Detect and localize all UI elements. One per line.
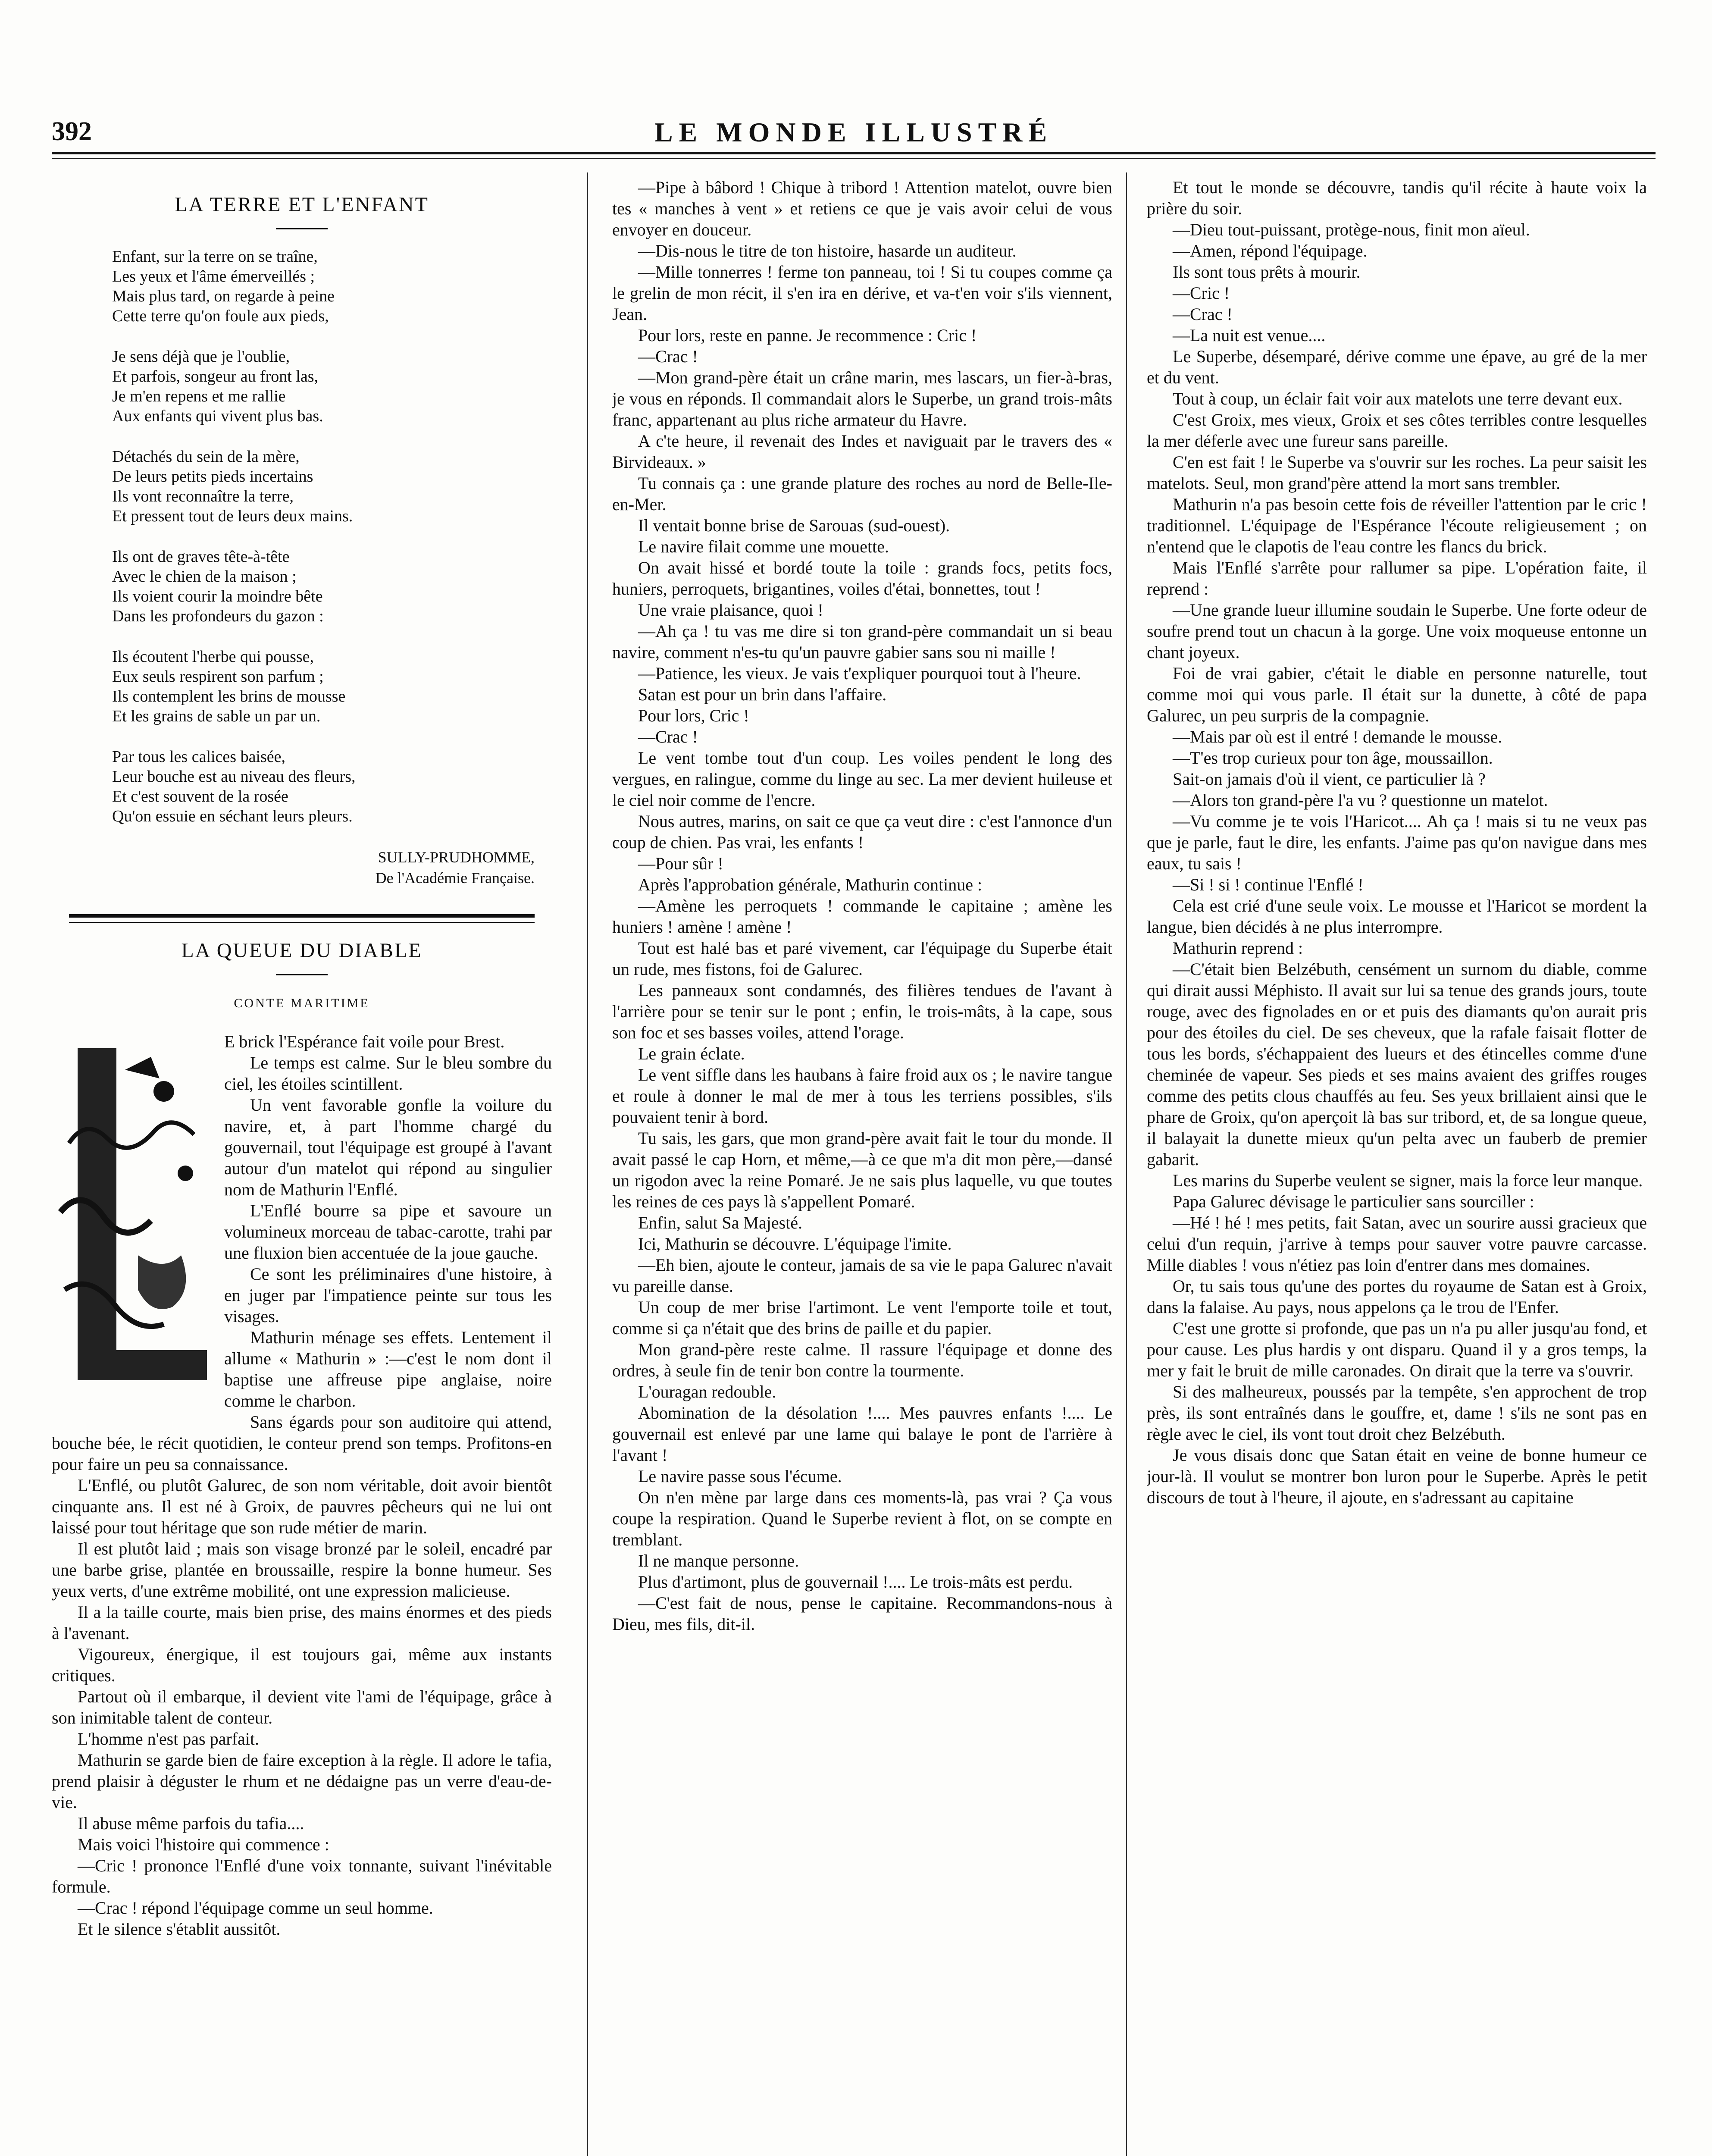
poem-line: Et pressent tout de leurs deux mains.	[112, 507, 353, 525]
poem-line: Ils écoutent l'herbe qui pousse,	[112, 648, 314, 666]
tale-paragraph: Enfin, salut Sa Majesté.	[638, 1213, 803, 1232]
poem-title: LA TERRE ET L'ENFANT	[175, 193, 429, 216]
poem-affiliation: De l'Académie Française.	[375, 869, 535, 887]
tale-paragraph: Mais voici l'histoire qui commence :	[78, 1835, 329, 1854]
tale-paragraph: C'est une grotte si profonde, que pas un n'a pu aller jusqu'au fond, et pour cause. Les plus hardis y ont disparu. Quand il y a gros temps, la mer y fait le bruit de mille caronades. On dirait que la terre va s'ouvrir.	[1147, 1319, 1647, 1380]
title-rule	[276, 974, 328, 975]
tale-paragraph: Le navire passe sous l'écume.	[638, 1467, 842, 1486]
poem-line: Enfant, sur la terre on se traîne,	[112, 248, 318, 266]
poem-line: De leurs petits pieds incertains	[112, 467, 313, 486]
tale-paragraph: Je vous disais donc que Satan était en veine de bonne humeur ce jour-là. Il voulut se montrer bon luron pour le Superbe. Après le petit discours de tout à l'heure, il ajoute, en s'adressant au capitaine	[1147, 1445, 1647, 1507]
tale-paragraph: —Amène les perroquets ! commande le capitaine ; amène les huniers ! amène ! amène !	[612, 896, 1112, 937]
tale-paragraph: —Eh bien, ajoute le conteur, jamais de sa vie le papa Galurec n'avait vu pareille danse.	[612, 1255, 1112, 1296]
poem-line: Dans les profondeurs du gazon :	[112, 607, 324, 625]
poem-line: Ils voient courir la moindre bête	[112, 587, 323, 605]
tale-paragraph: C'en est fait ! le Superbe va s'ouvrir sur les roches. La peur saisit les matelots. Seul, mon grand'père attend la mort sans trembler.	[1147, 452, 1647, 493]
tale-paragraph: Un vent favorable gonfle la voilure du navire, et, à part l'homme chargé du gouvernail, tout l'équipage est groupé à l'avant autour d'un matelot qui répond au singulier nom de Mathurin l'Enflé.	[224, 1095, 552, 1199]
poem-line: Aux enfants qui vivent plus bas.	[112, 407, 323, 425]
tale-paragraph: —Dieu tout-puissant, protège-nous, finit mon aïeul.	[1173, 220, 1530, 239]
tale-paragraph: Il est plutôt laid ; mais son visage bronzé par le soleil, encadré par une barbe grise, plantée en broussaille, respire la bonne humeur. Ses yeux verts, d'une extrême mobilité, ont une expression malicieuse.	[52, 1539, 552, 1601]
poem-body	[112, 247, 535, 826]
tale-paragraph: —Pipe à bâbord ! Chique à tribord ! Attention matelot, ouvre bien tes « manches à vent » et retiens ce que je vais avoir celui de vous envoyer en douceur.	[612, 178, 1112, 239]
poem-line: Les yeux et l'âme émerveillés ;	[112, 267, 315, 285]
tale-paragraph: —Hé ! hé ! mes petits, fait Satan, avec un sourire aussi gracieux que celui d'un requin, j'arrive à temps pour sauver votre pauvre carcasse. Mille diables ! vous n'étiez pas loin d'entrer dans mes domaines.	[1147, 1213, 1647, 1275]
tale-paragraph: —Amen, répond l'équipage.	[1173, 241, 1368, 260]
poem-line: Et c'est souvent de la rosée	[112, 787, 288, 805]
tale-paragraph: Il abuse même parfois du tafia....	[78, 1814, 304, 1833]
tale-paragraph: —Cric ! prononce l'Enflé d'une voix tonnante, suivant l'inévitable formule.	[52, 1856, 552, 1896]
tale-paragraph: Plus d'artimont, plus de gouvernail !.... Le trois-mâts est perdu.	[638, 1572, 1073, 1592]
masthead-title: LE MONDE ILLUSTRÉ	[654, 117, 1053, 147]
poem-line: Et parfois, songeur au front las,	[112, 367, 319, 385]
tale-paragraph: —La nuit est venue....	[1173, 326, 1326, 345]
tale-paragraph: Partout où il embarque, il devient vite l'ami de l'équipage, grâce à son inimitable talent de conteur.	[52, 1687, 552, 1727]
column-2	[612, 177, 1112, 2156]
tale-paragraph: E brick l'Espérance fait voile pour Brest.	[224, 1032, 505, 1051]
poem-line: Qu'on essuie en séchant leurs pleurs.	[112, 807, 353, 825]
tale-paragraph: Et tout le monde se découvre, tandis qu'il récite à haute voix la prière du soir.	[1147, 178, 1647, 218]
tale-paragraph: C'est Groix, mes vieux, Groix et ses côtes terribles contre lesquelles la mer déferle avec une fureur sans pareille.	[1147, 410, 1647, 451]
poem-signature	[52, 847, 535, 888]
header-rule	[52, 152, 1656, 154]
tale-paragraph: Mon grand-père reste calme. Il rassure l'équipage et donne des ordres, à seule fin de tenir bon contre la tourmente.	[612, 1340, 1112, 1380]
tale-paragraph: Cela est crié d'une seule voix. Le mousse et l'Haricot se mordent la langue, bien décidés à ne plus interrompre.	[1147, 896, 1647, 937]
poem-line: Détachés du sein de la mère,	[112, 448, 300, 466]
tale-paragraph: Vigoureux, énergique, il est toujours gai, même aux instants critiques.	[52, 1645, 552, 1685]
tale-paragraph: Ils sont tous prêts à mourir.	[1173, 262, 1361, 282]
tale-paragraph: Une vraie plaisance, quoi !	[638, 600, 823, 620]
poem-line: Par tous les calices baisée,	[112, 748, 286, 766]
tale-paragraph: L'ouragan redouble.	[638, 1382, 776, 1401]
tale-paragraph: Tu sais, les gars, que mon grand-père avait fait le tour du monde. Il avait passé le cap Horn, et même,—à ce que m'a dit mon père,—dansé un rigodon avec la reine Pomaré. Je ne sais plus laquelle, vu que toutes les reines de ces pays là s'appellent Pomaré.	[612, 1128, 1112, 1211]
tale-paragraph: Il ventait bonne brise de Sarouas (sud-ouest).	[638, 516, 950, 535]
tale-paragraph: Mais l'Enflé s'arrête pour rallumer sa pipe. L'opération faite, il reprend :	[1147, 558, 1647, 599]
tale-paragraph: —Patience, les vieux. Je vais t'expliquer pourquoi tout à l'heure.	[638, 664, 1081, 683]
tale-paragraph: Mathurin n'a pas besoin cette fois de réveiller l'attention par le cric ! traditionnel. L'équipage de l'Espérance l'écoute religieusement ; on n'entend que le clapotis de l'eau contre les flancs du brick.	[1147, 495, 1647, 556]
tale-paragraph: Les marins du Superbe veulent se signer, mais la force leur manque.	[1173, 1171, 1643, 1190]
poem-stanza	[112, 447, 535, 526]
column-3	[1147, 177, 1647, 2156]
tale-paragraph: Ce sont les préliminaires d'une histoire, à en juger par l'impatience peinte sur tous les visages.	[224, 1264, 552, 1326]
tale-paragraph: Sans égards pour son auditoire qui attend, bouche bée, le récit quotidien, le conteur prend son temps. Profitons-en pour faire un peu sa connaissance.	[52, 1412, 552, 1474]
header-rule-thin	[52, 158, 1656, 159]
poem-author: SULLY-PRUDHOMME,	[378, 849, 535, 866]
column-1	[52, 177, 552, 2156]
tale-paragraph: Pour lors, reste en panne. Je recommence : Cric !	[638, 326, 977, 345]
tale-paragraph: Satan est pour un brin dans l'affaire.	[638, 685, 887, 704]
tale-paragraph: —Dis-nous le titre de ton histoire, hasarde un auditeur.	[638, 241, 1017, 260]
tale-paragraph: Un coup de mer brise l'artimont. Le vent l'emporte toile et tout, comme si ça n'était que des brins de paille et du papier.	[612, 1297, 1112, 1338]
poem-stanza	[112, 347, 535, 426]
tale-paragraph: —C'était bien Belzébuth, censément un surnom du diable, comme qui dirait aussi Méphisto. Il avait sur lui sa tenue des grands jours, toute rouge, avec des fignolades en or et puis des diamants qu'on aurait pris pour des étoiles du ciel. De ses cheveux, que la rafale faisait flotter de tous les bords, s'échappaient des lueurs et des étincelles comme d'une cheminée de vapeur. Ses pieds et ses mains avaient des griffes rouges comme des petits clous chauffés au feu. Ses yeux brillaient ainsi que le phare de Groix, qu'on aperçoit là bas sur tribord, et, de sa longue queue, il balayait la dunette mieux qu'un pelta avec un fauberb de premier gabarit.	[1147, 959, 1647, 1169]
poem-line: Cette terre qu'on foule aux pieds,	[112, 307, 329, 325]
poem-line: Leur bouche est au niveau des fleurs,	[112, 768, 356, 786]
tale-paragraph: Le vent tombe tout d'un coup. Les voiles pendent le long des vergues, en ralingue, comme du linge au sec. La mer devient huileuse et le ciel noir comme de l'encre.	[612, 748, 1112, 810]
poem-line: Et les grains de sable un par un.	[112, 707, 321, 725]
title-rule	[276, 228, 328, 229]
tale-paragraph: Pour lors, Cric !	[638, 706, 749, 725]
tale-paragraph: Papa Galurec dévisage le particulier sans sourciller :	[1173, 1192, 1534, 1211]
poem-stanza	[112, 647, 535, 726]
tale-paragraph: —Mille tonnerres ! ferme ton panneau, toi ! Si tu coupes comme ça le grelin de mon récit, il s'en ira en dérive, et va-t'en voir s'ils viennent, Jean.	[612, 262, 1112, 324]
tale-paragraph: Après l'approbation générale, Mathurin continue :	[638, 875, 983, 894]
tale-paragraph: Foi de vrai gabier, c'était le diable en personne naturelle, tout comme moi qui vous parle. Il était sur la dunette, à côté de papa Galurec, un peu surpris de la compagnie.	[1147, 664, 1647, 725]
page-number: 392	[52, 117, 92, 146]
tale-paragraph: —Alors ton grand-père l'a vu ? questionne un matelot.	[1173, 790, 1548, 810]
tale-paragraph: Sait-on jamais d'où il vient, ce particulier là ?	[1173, 769, 1486, 789]
poem-line: Je sens déjà que je l'oublie,	[112, 348, 290, 366]
tale-paragraph: Il a la taille courte, mais bien prise, des mains énormes et des pieds à l'avenant.	[52, 1602, 552, 1643]
tale-paragraph: On n'en mène par large dans ces moments-là, pas vrai ? Ça vous coupe la respiration. Quand le Superbe revient à flot, on se compte en tremblant.	[612, 1488, 1112, 1549]
tale-paragraph: Le grain éclate.	[638, 1044, 745, 1063]
tale-paragraph: —T'es trop curieux pour ton âge, moussaillon.	[1173, 748, 1493, 768]
column-divider	[587, 172, 588, 2156]
tale-paragraph: —Crac !	[638, 727, 698, 746]
tale-paragraph: Abomination de la désolation !.... Mes pauvres enfants !.... Le gouvernail est enlevé par une lame qui balaye le pont de l'arrière à l'avant !	[612, 1403, 1112, 1465]
tale-paragraph: L'homme n'est pas parfait.	[78, 1729, 259, 1749]
tale-paragraph: Il ne manque personne.	[638, 1551, 799, 1570]
poem-stanza	[112, 547, 535, 626]
tale-paragraph: L'Enflé, ou plutôt Galurec, de son nom véritable, doit avoir bientôt cinquante ans. Il est né à Groix, de pauvres pêcheurs qui ne lui ont laissé pour tout héritage que son rude métier de marin.	[52, 1476, 552, 1537]
tale-paragraph: Tu connais ça : une grande plature des roches au nord de Belle-Ile-en-Mer.	[612, 473, 1112, 514]
tale-paragraph: On avait hissé et bordé toute la toile : grands focs, petits focs, huniers, perroquets, brigantines, voiles d'étai, bonnettes, tout !	[612, 558, 1112, 599]
tale-paragraph: Les panneaux sont condamnés, des filières tendues de l'avant à l'arrière pour se tenir sur le pont ; enfin, le trois-mâts, à la cape, sous son foc et ses basses voiles, attend l'orage.	[612, 981, 1112, 1042]
tale-paragraph: —Si ! si ! continue l'Enflé !	[1173, 875, 1364, 894]
tale-paragraph: Tout est halé bas et paré vivement, car l'équipage du Superbe était un rude, mes fistons, foi de Galurec.	[612, 938, 1112, 979]
tale-paragraph: —Cric !	[1173, 283, 1230, 303]
poem-line: Ils vont reconnaître la terre,	[112, 487, 294, 505]
poem-stanza	[112, 747, 535, 826]
tale-paragraph: —Crac !	[638, 347, 698, 366]
tale-paragraph: Or, tu sais tous qu'une des portes du royaume de Satan est à Groix, dans la falaise. Au pays, nous appelons ça le trou de l'Enfer.	[1147, 1276, 1647, 1317]
poem-line: Mais plus tard, on regarde à peine	[112, 287, 335, 305]
tale-paragraph: —C'est fait de nous, pense le capitaine. Recommandons-nous à Dieu, mes fils, dit-il.	[612, 1593, 1112, 1634]
drop-cap-illustration	[52, 1031, 207, 1419]
tale-paragraph: —Ah ça ! tu vas me dire si ton grand-père commandait un si beau navire, comment n'es-tu qu'un pauvre gabier sans sou ni maille !	[612, 621, 1112, 662]
tale-title: LA QUEUE DU DIABLE	[181, 939, 423, 962]
tale-paragraph: Le vent siffle dans les haubans à faire froid aux os ; le navire tangue et roule à donner le mal de mer à tous les terriens possibles, s'ils pouvaient tenir à bord.	[612, 1065, 1112, 1127]
tale-paragraph: Mathurin se garde bien de faire exception à la règle. Il adore le tafia, prend plaisir à déguster le rhum et ne dédaigne pas un verre d'eau-de-vie.	[52, 1750, 552, 1812]
tale-paragraph: Ici, Mathurin se découvre. L'équipage l'imite.	[638, 1234, 952, 1253]
tale-paragraph: —Pour sûr !	[638, 854, 723, 873]
tale-subtitle: CONTE MARITIME	[234, 996, 370, 1010]
poem-line: Eux seuls respirent son parfum ;	[112, 667, 324, 686]
tale-paragraph: —Crac ! répond l'équipage comme un seul homme.	[78, 1898, 433, 1918]
tale-paragraph: —Mon grand-père était un crâne marin, mes lascars, un fier-à-bras, je vous en réponds. Il commandait alors le Superbe, un grand trois-mâts franc, appartenant au plus riche armateur du Havre.	[612, 368, 1112, 429]
tale-paragraph: A c'te heure, il revenait des Indes et naviguait par le travers des « Birvideaux. »	[612, 431, 1112, 472]
tale-paragraph: Le navire filait comme une mouette.	[638, 537, 889, 556]
poem-line: Ils contemplent les brins de mousse	[112, 687, 346, 705]
tale-paragraph: Et le silence s'établit aussitôt.	[78, 1919, 281, 1939]
tale-paragraph: L'Enflé bourre sa pipe et savoure un volumineux morceau de tabac-carotte, trahi par une fluxion bien accentuée de la joue gauche.	[224, 1201, 552, 1263]
tale-body-col1	[52, 1031, 552, 1940]
tale-paragraph: Mathurin reprend :	[1173, 938, 1303, 958]
poem-stanza	[112, 247, 535, 326]
illustrated-initial-L	[52, 1031, 207, 1419]
poem-line: Je m'en repens et me rallie	[112, 387, 286, 405]
tale-paragraph: —Une grande lueur illumine soudain le Superbe. Une forte odeur de soufre prend tout un chacun à la gorge. Une voix moqueuse entonne un chant joyeux.	[1147, 600, 1647, 662]
tale-paragraph: Nous autres, marins, on sait ce que ça veut dire : c'est l'annonce d'un coup de chien. Pas vrai, les enfants !	[612, 812, 1112, 852]
tale-paragraph: Le temps est calme. Sur le bleu sombre du ciel, les étoiles scintillent.	[224, 1053, 552, 1094]
section-rule	[69, 914, 535, 918]
tale-paragraph: Le Superbe, désemparé, dérive comme une épave, au gré de la mer et du vent.	[1147, 347, 1647, 387]
tale-paragraph: Si des malheureux, poussés par la tempête, s'en approchent de trop près, ils sont entraînés dans le gouffre, et, dame ! s'ils ne sont pas en règle avec le ciel, ils vont tout droit chez Belzébuth.	[1147, 1382, 1647, 1444]
poem-line: Avec le chien de la maison ;	[112, 567, 297, 586]
poem-line: Ils ont de graves tête-à-tête	[112, 548, 290, 566]
tale-paragraph: Mathurin ménage ses effets. Lentement il allume « Mathurin » :—c'est le nom dont il baptise une affreuse pipe anglaise, noire comme le charbon.	[224, 1328, 552, 1410]
section-rule-thin	[69, 922, 535, 923]
tale-paragraph: —Mais par où est il entré ! demande le mousse.	[1173, 727, 1502, 746]
page-header	[52, 116, 1656, 147]
column-divider	[1126, 172, 1127, 2156]
tale-paragraph: —Crac !	[1173, 304, 1233, 324]
tale-paragraph: Tout à coup, un éclair fait voir aux matelots une terre devant eux.	[1173, 389, 1623, 408]
tale-paragraph: —Vu comme je te vois l'Haricot.... Ah ça ! mais si tu ne veux pas que je parle, faut le dire, les enfants. J'aime pas qu'on navigue dans mes eaux, tu sais !	[1147, 812, 1647, 873]
